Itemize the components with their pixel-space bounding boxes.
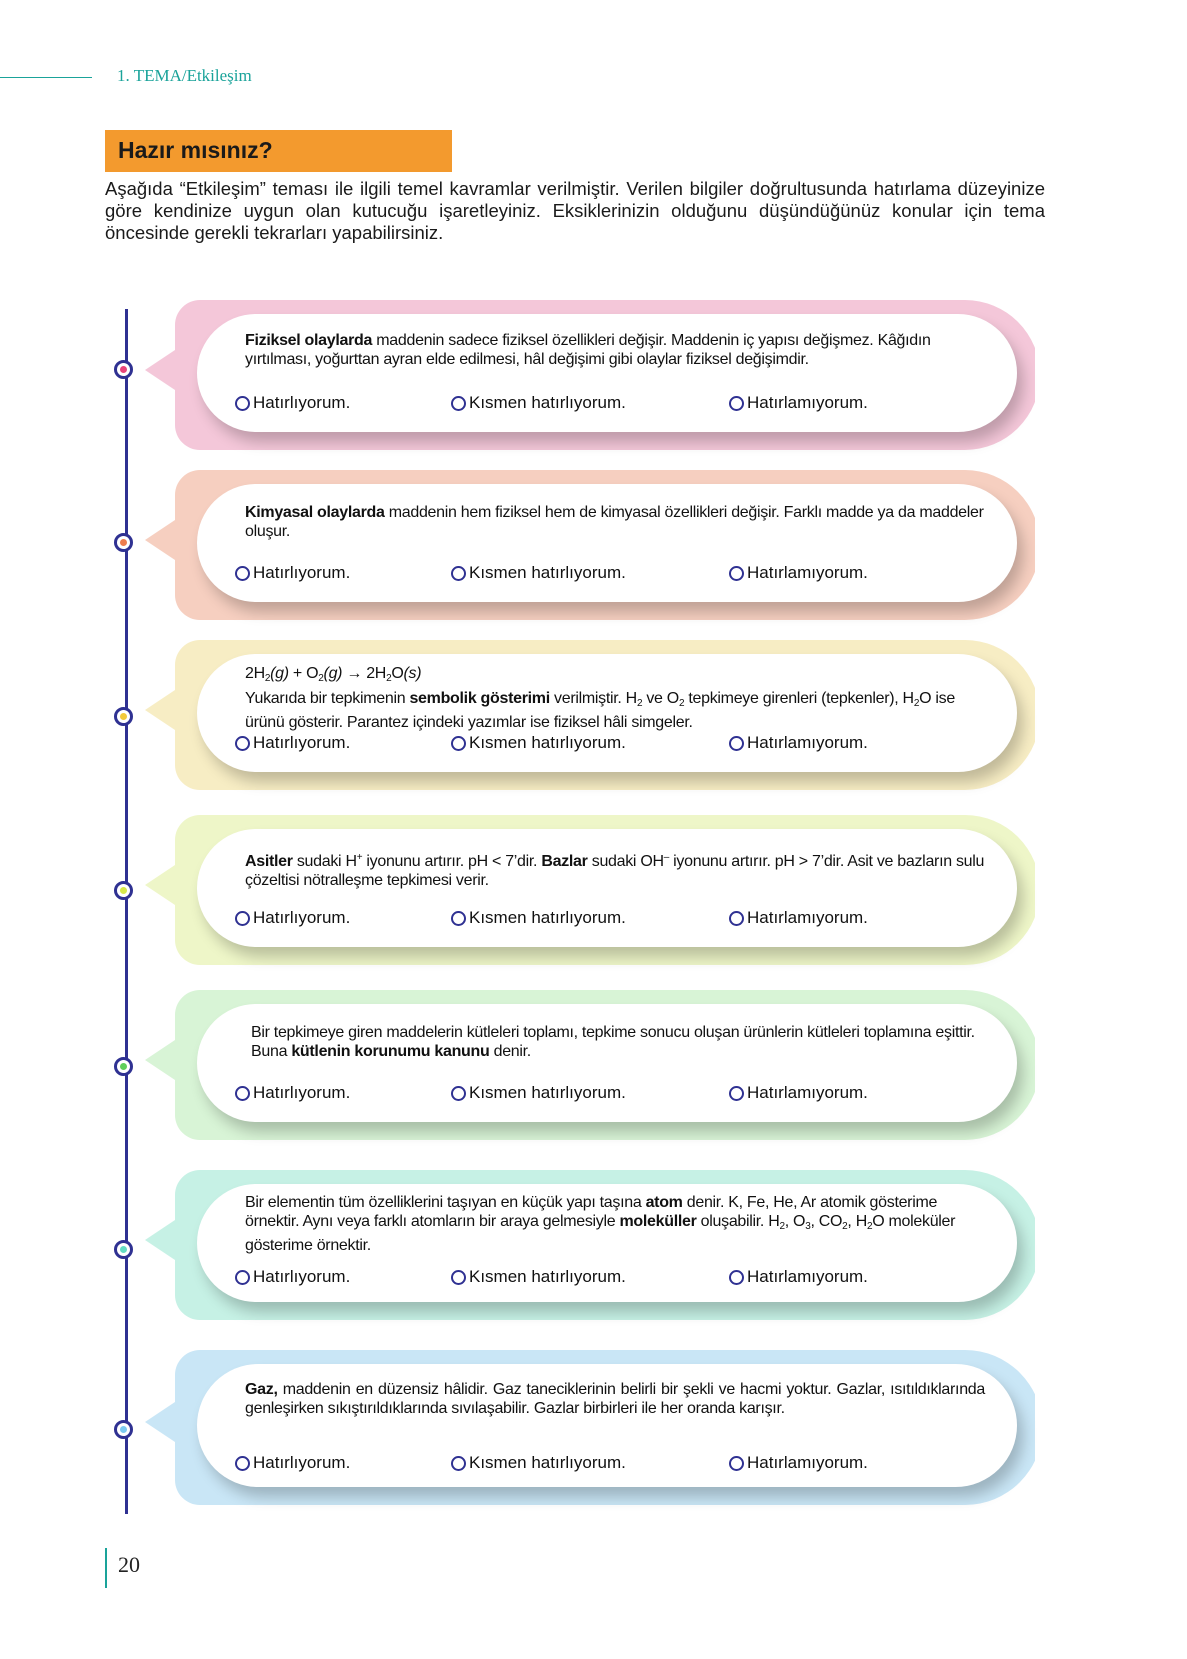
radio-circle-icon[interactable] — [729, 911, 744, 926]
radio-circle-icon[interactable] — [235, 1270, 250, 1285]
radio-circle-icon[interactable] — [451, 396, 466, 411]
radio-circle-icon[interactable] — [451, 1456, 466, 1471]
dot-fill — [120, 713, 127, 720]
dot-fill — [120, 539, 127, 546]
card-description: maddenin sadece fiziksel özellikleri değişir. Maddenin iç yapısı değişmez. Kâğıdın yırtılması, yoğurttan ayran elde edilmesi, hâl değişimi gibi olaylar fiziksel değişimdir. — [245, 332, 931, 368]
card-text: Bir tepkimeye giren maddelerin kütleleri toplamı, tepkime sonucu oluşan ürünlerin kütleleri toplamına eşittir. Buna kütlenin korunumu kanunu denir. — [251, 1024, 975, 1060]
option-partial[interactable] — [451, 1453, 626, 1473]
option-not[interactable] — [729, 563, 868, 583]
timeline-dot — [114, 533, 133, 552]
recall-options — [235, 908, 935, 930]
card-text: Asitler sudaki H+ iyonunu artırır. pH < 7’dir. Bazlar sudaki OH– iyonunu artırır. pH > 7’dir. Asit ve bazların sulu çözeltisi nötralleşme tepkimesi verir. — [245, 852, 985, 889]
recall-options — [235, 1453, 935, 1475]
radio-circle-icon[interactable] — [235, 736, 250, 751]
option-partial[interactable] — [451, 733, 626, 753]
radio-circle-icon[interactable] — [729, 1270, 744, 1285]
dot-fill — [120, 1246, 127, 1253]
radio-circle-icon[interactable] — [729, 396, 744, 411]
option-remember[interactable] — [235, 563, 350, 583]
option-remember[interactable] — [235, 908, 350, 928]
radio-circle-icon[interactable] — [235, 396, 250, 411]
option-label: Hatırlamıyorum. — [747, 1083, 868, 1102]
card-atoms-molecules — [145, 1170, 1035, 1320]
option-label: Hatırlıyorum. — [253, 563, 351, 582]
option-remember[interactable] — [235, 733, 350, 753]
option-label: Hatırlamıyorum. — [747, 1267, 868, 1286]
timeline-dot — [114, 881, 133, 900]
radio-circle-icon[interactable] — [729, 736, 744, 751]
option-label: Kısmen hatırlıyorum. — [469, 563, 626, 582]
term-bold: Fiziksel olaylarda — [245, 332, 373, 349]
timeline-line — [125, 309, 128, 1514]
radio-circle-icon[interactable] — [451, 911, 466, 926]
card-description: Yukarıda bir tepkimenin sembolik gösterimi verilmiştir. $H_2$ ve $O_2$ tepkimeye girenleri (tepkenler), $H_2O$ ise ürünü gösterir. Parantez içindeki yazımlar ise fiziksel hâli simgeler. — [245, 690, 955, 731]
radio-circle-icon[interactable] — [729, 1456, 744, 1471]
breadcrumb: 1. TEMA/Etkileşim — [117, 66, 252, 85]
option-partial[interactable] — [451, 1083, 626, 1103]
radio-circle-icon[interactable] — [235, 1456, 250, 1471]
dot-fill — [120, 1063, 127, 1070]
option-label: Hatırlıyorum. — [253, 1453, 351, 1472]
section-title-box — [105, 130, 452, 172]
option-label: Hatırlıyorum. — [253, 1083, 351, 1102]
option-label: Hatırlamıyorum. — [747, 393, 868, 412]
option-partial[interactable] — [451, 393, 626, 413]
option-not[interactable] — [729, 1453, 868, 1473]
card-physical-events — [145, 300, 1035, 450]
option-remember[interactable] — [235, 393, 350, 413]
card-text — [245, 664, 985, 732]
card-symbolic-notation — [145, 640, 1035, 790]
recall-options — [235, 1083, 935, 1105]
option-not[interactable] — [729, 1267, 868, 1287]
option-label: Hatırlamıyorum. — [747, 1453, 868, 1472]
option-not[interactable] — [729, 733, 868, 753]
card-gas — [145, 1350, 1035, 1505]
timeline-dot — [114, 707, 133, 726]
option-label: Hatırlamıyorum. — [747, 733, 868, 752]
option-partial[interactable] — [451, 908, 626, 928]
option-label: Hatırlıyorum. — [253, 1267, 351, 1286]
section-title: Hazır mısınız? — [118, 137, 273, 163]
radio-circle-icon[interactable] — [451, 1270, 466, 1285]
timeline-dot — [114, 1057, 133, 1076]
card-chemical-events — [145, 470, 1035, 620]
option-label: Hatırlamıyorum. — [747, 563, 868, 582]
radio-circle-icon[interactable] — [235, 1086, 250, 1101]
recall-options — [235, 563, 935, 585]
option-remember[interactable] — [235, 1083, 350, 1103]
option-label: Hatırlıyorum. — [253, 733, 351, 752]
option-remember[interactable] — [235, 1267, 350, 1287]
timeline-dot — [114, 360, 133, 379]
radio-circle-icon[interactable] — [451, 736, 466, 751]
option-not[interactable] — [729, 908, 868, 928]
card-text — [245, 503, 985, 541]
timeline-dot — [114, 1420, 133, 1439]
page-number-rule — [105, 1548, 107, 1588]
option-not[interactable] — [729, 393, 868, 413]
card-text: Bir elementin tüm özelliklerini taşıyan en küçük yapı taşına atom denir. K, Fe, He, Ar atomik gösterime örnektir. Aynı veya farklı atomların bir araya gelmesiyle moleküller oluşabilir. $H_2$, $O_3$, $CO_2$, $H_2O$ moleküler gösterime örnektir. — [245, 1194, 956, 1254]
page-number: 20 — [118, 1552, 140, 1577]
option-label: Kısmen hatırlıyorum. — [469, 733, 626, 752]
dot-fill — [120, 366, 127, 373]
option-label: Hatırlamıyorum. — [747, 908, 868, 927]
card-text: Gaz, maddenin en düzensiz hâlidir. Gaz taneciklerinin belirli bir şekli ve hacmi yoktur. Gazlar, ısıtıldıklarında genleşirken sıkıştırıldıklarında sıvılaşabilir. Gazlar birbirleri ile her oranda karışır. — [245, 1381, 985, 1417]
reaction-equation: $2H_2(g) + O_2(g) \to 2H_2O(s)$ — [245, 665, 422, 684]
radio-circle-icon[interactable] — [235, 911, 250, 926]
option-label: Hatırlıyorum. — [253, 908, 351, 927]
card-acids-bases — [145, 815, 1035, 965]
card-description: maddenin hem fiziksel hem de kimyasal özellikleri değişir. Farklı madde ya da maddeler oluşur. — [245, 504, 984, 540]
recall-options — [235, 393, 935, 415]
option-label: Hatırlıyorum. — [253, 393, 351, 412]
option-label: Kısmen hatırlıyorum. — [469, 393, 626, 412]
radio-circle-icon[interactable] — [235, 566, 250, 581]
radio-circle-icon[interactable] — [729, 1086, 744, 1101]
intro-paragraph: Aşağıda “Etkileşim” teması ile ilgili temel kavramlar verilmiştir. Verilen bilgiler doğrultusunda hatırlama düzeyinize göre kendinize uygun olan kutucuğu işaretleyiniz. Eksiklerinizin olduğunu düşündüğünüz konular için tema öncesinde gerekli tekrarları yapabilirsiniz. — [105, 178, 1045, 243]
option-partial[interactable] — [451, 563, 626, 583]
card-text — [245, 331, 985, 369]
option-label: Kısmen hatırlıyorum. — [469, 1083, 626, 1102]
option-label: Kısmen hatırlıyorum. — [469, 908, 626, 927]
radio-circle-icon[interactable] — [451, 1086, 466, 1101]
timeline-dot — [114, 1240, 133, 1259]
recall-options — [235, 1267, 935, 1289]
option-not[interactable] — [729, 1083, 868, 1103]
option-remember[interactable] — [235, 1453, 350, 1473]
dot-fill — [120, 1426, 127, 1433]
radio-circle-icon[interactable] — [451, 566, 466, 581]
header-rule — [0, 77, 92, 78]
option-label: Kısmen hatırlıyorum. — [469, 1453, 626, 1472]
card-mass-conservation — [145, 990, 1035, 1140]
radio-circle-icon[interactable] — [729, 566, 744, 581]
option-partial[interactable] — [451, 1267, 626, 1287]
option-label: Kısmen hatırlıyorum. — [469, 1267, 626, 1286]
recall-options — [235, 733, 935, 755]
term-bold: Kimyasal olaylarda — [245, 504, 385, 521]
dot-fill — [120, 887, 127, 894]
